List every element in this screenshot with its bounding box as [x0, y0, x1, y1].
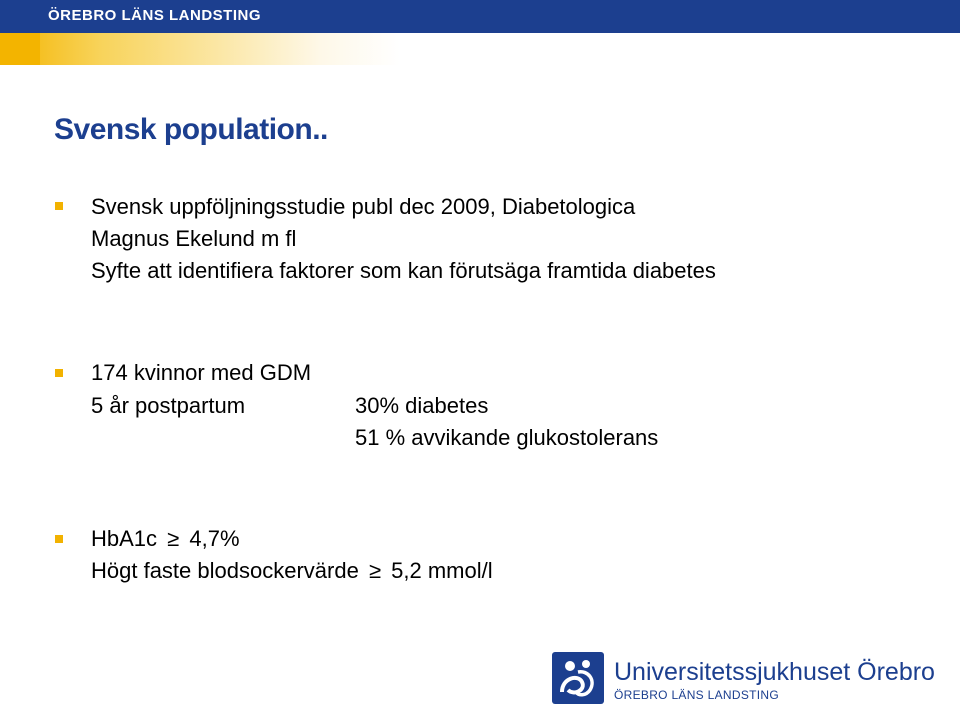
greater-equal-symbol: ≥ — [167, 526, 180, 551]
greater-equal-symbol: ≥ — [368, 558, 382, 583]
bullet-marker — [55, 535, 63, 543]
slide-title: Svensk population.. — [54, 113, 328, 146]
bullet-1-line-2: Magnus Ekelund m fl — [91, 226, 297, 251]
header-bar — [0, 0, 960, 33]
fasting-glucose-label: Högt faste blodsockervärde — [91, 558, 359, 583]
bullet-3-line-1 — [91, 528, 240, 550]
fasting-glucose-value: 5,2 mmol/l — [391, 558, 493, 583]
bullet-2-line-2-right: 30% diabetes — [355, 393, 489, 418]
figures-emblem-icon — [552, 652, 604, 704]
bullet-2-line-1: 174 kvinnor med GDM — [91, 360, 312, 385]
bullet-3-line-2 — [91, 560, 493, 582]
bullet-marker — [55, 202, 63, 210]
footer-org-name: ÖREBRO LÄNS LANDSTING — [614, 688, 780, 702]
bullet-2-line-3-right: 51 % avvikande glukostolerans — [355, 425, 659, 450]
bullet-1-line-3: Syfte att identifiera faktorer som kan förutsäga framtida diabetes — [91, 258, 716, 283]
org-name: ÖREBRO LÄNS LANDSTING — [48, 7, 261, 24]
bullet-1-line-1: Svensk uppföljningsstudie publ dec 2009, Diabetologica — [91, 194, 636, 219]
hba1c-value: 4,7% — [189, 526, 240, 551]
footer-hospital-name: Universitetssjukhuset Örebro — [614, 658, 935, 686]
hba1c-label: HbA1c — [91, 526, 158, 551]
header-gold-band-left — [0, 33, 40, 65]
bullet-2-line-2-left: 5 år postpartum — [91, 393, 246, 418]
hospital-logo-icon — [552, 652, 604, 704]
header-gold-band — [0, 33, 400, 65]
bullet-marker — [55, 369, 63, 377]
